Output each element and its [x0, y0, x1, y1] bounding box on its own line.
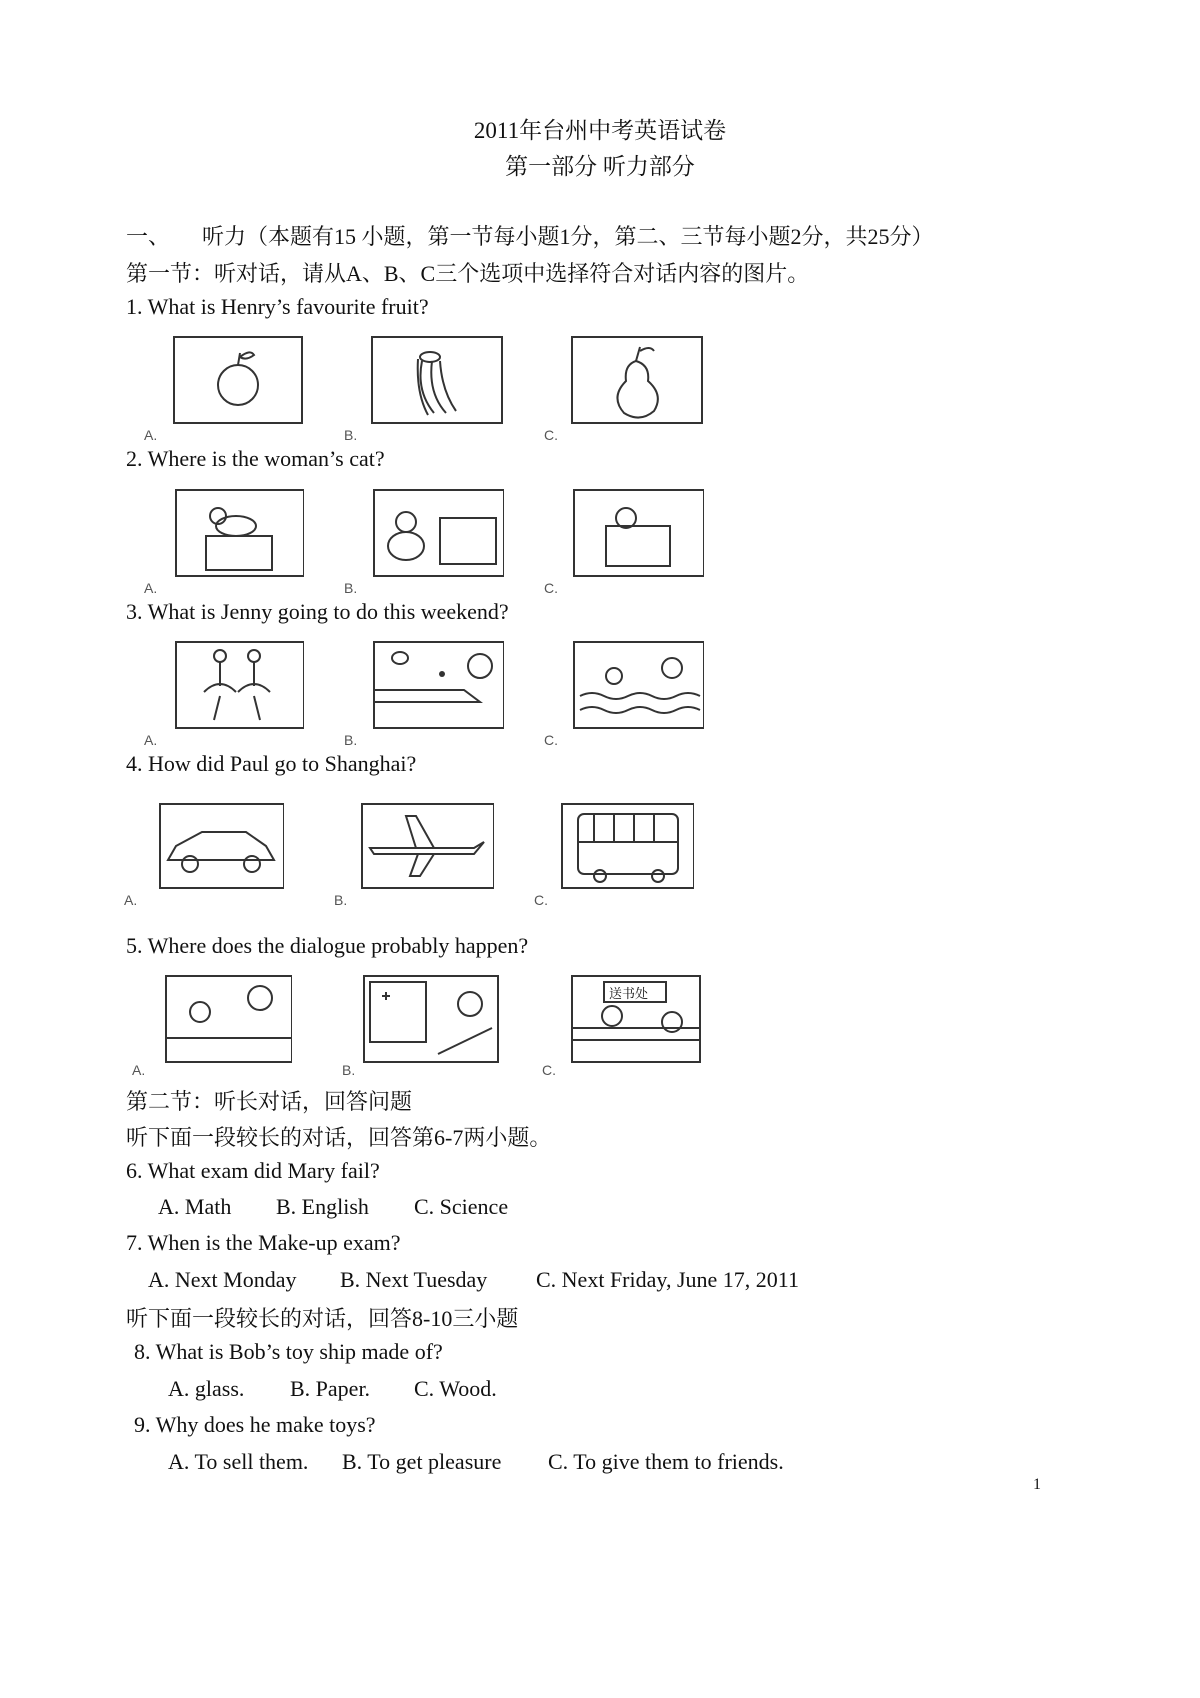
option-label: A.	[144, 427, 158, 443]
table-tennis-icon	[344, 636, 504, 748]
question-5: 5. Where does the dialogue probably happen?	[126, 933, 529, 958]
q7-option-a: A. Next Monday	[148, 1267, 297, 1292]
bus-icon	[534, 790, 694, 908]
option-label: B.	[342, 1062, 356, 1078]
option-label: C.	[544, 580, 558, 596]
section2-heading: 第二节：听长对话，回答问题	[126, 1089, 413, 1114]
q6-option-a: A. Math	[158, 1194, 232, 1219]
question-4: 4. How did Paul go to Shanghai?	[126, 751, 417, 776]
question-1: 1. What is Henry’s favourite fruit?	[126, 294, 429, 319]
bananas-icon	[344, 331, 504, 443]
ballet-dance-icon	[144, 636, 304, 748]
part-title: 第一部分 听力部分	[505, 154, 695, 179]
page-number: 1	[1033, 1476, 1041, 1493]
cat-on-box-icon	[144, 484, 304, 596]
q8-option-b: B. Paper.	[290, 1376, 371, 1401]
apple-icon	[144, 331, 304, 443]
question-8: 8. What is Bob’s toy ship made of?	[134, 1339, 443, 1364]
option-label: B.	[344, 732, 358, 748]
question-7: 7. When is the Make-up exam?	[126, 1230, 401, 1255]
swimming-icon	[544, 636, 704, 748]
shop-counter-icon	[132, 968, 292, 1078]
instruction-8-10: 听下面一段较长的对话，回答8-10三小题	[126, 1306, 519, 1331]
q6-option-c: C. Science	[414, 1194, 509, 1219]
plane-icon	[334, 790, 494, 908]
q7-option-b: B. Next Tuesday	[340, 1267, 488, 1292]
option-label: C.	[534, 892, 548, 908]
option-label: B.	[344, 580, 358, 596]
car-icon	[124, 790, 284, 908]
question-6: 6. What exam did Mary fail?	[126, 1158, 380, 1183]
sign-text: 送书处	[609, 987, 649, 1002]
hospital-icon	[342, 968, 502, 1078]
option-label: C.	[544, 427, 558, 443]
q7-option-c: C. Next Friday, June 17, 2011	[536, 1267, 799, 1292]
option-label: A.	[144, 732, 158, 748]
instruction-6-7: 听下面一段较长的对话，回答第6-7两小题。	[126, 1125, 552, 1150]
q9-option-c: C. To give them to friends.	[548, 1449, 784, 1474]
option-label: C.	[542, 1062, 556, 1078]
option-label: A.	[132, 1062, 146, 1078]
section-intro: 听力（本题有15 小题，第一节每小题1分，第二、三节每小题2分，共25分）	[202, 224, 934, 249]
option-label: A.	[124, 892, 138, 908]
exam-title: 2011年台州中考英语试卷	[473, 118, 727, 143]
q9-option-a: A. To sell them.	[168, 1449, 309, 1474]
option-label: B.	[344, 427, 358, 443]
q9-option-b: B. To get pleasure	[342, 1449, 502, 1474]
q8-option-a: A. glass.	[168, 1376, 245, 1401]
option-label: C.	[544, 732, 558, 748]
post-office-icon	[542, 968, 702, 1078]
pear-icon	[544, 331, 704, 443]
section1-heading: 第一节：听对话，请从A、B、C三个选项中选择符合对话内容的图片。	[126, 261, 810, 286]
section-number: 一、	[126, 224, 171, 249]
question-3: 3. What is Jenny going to do this weekend?	[126, 599, 509, 624]
q8-option-c: C. Wood.	[414, 1376, 497, 1401]
option-label: B.	[334, 892, 348, 908]
cat-in-box-icon	[544, 484, 704, 596]
q6-option-b: B. English	[276, 1194, 369, 1219]
cat-beside-box-icon	[344, 484, 504, 596]
option-label: A.	[144, 580, 158, 596]
question-2: 2. Where is the woman’s cat?	[126, 446, 385, 471]
question-9: 9. Why does he make toys?	[134, 1412, 376, 1437]
